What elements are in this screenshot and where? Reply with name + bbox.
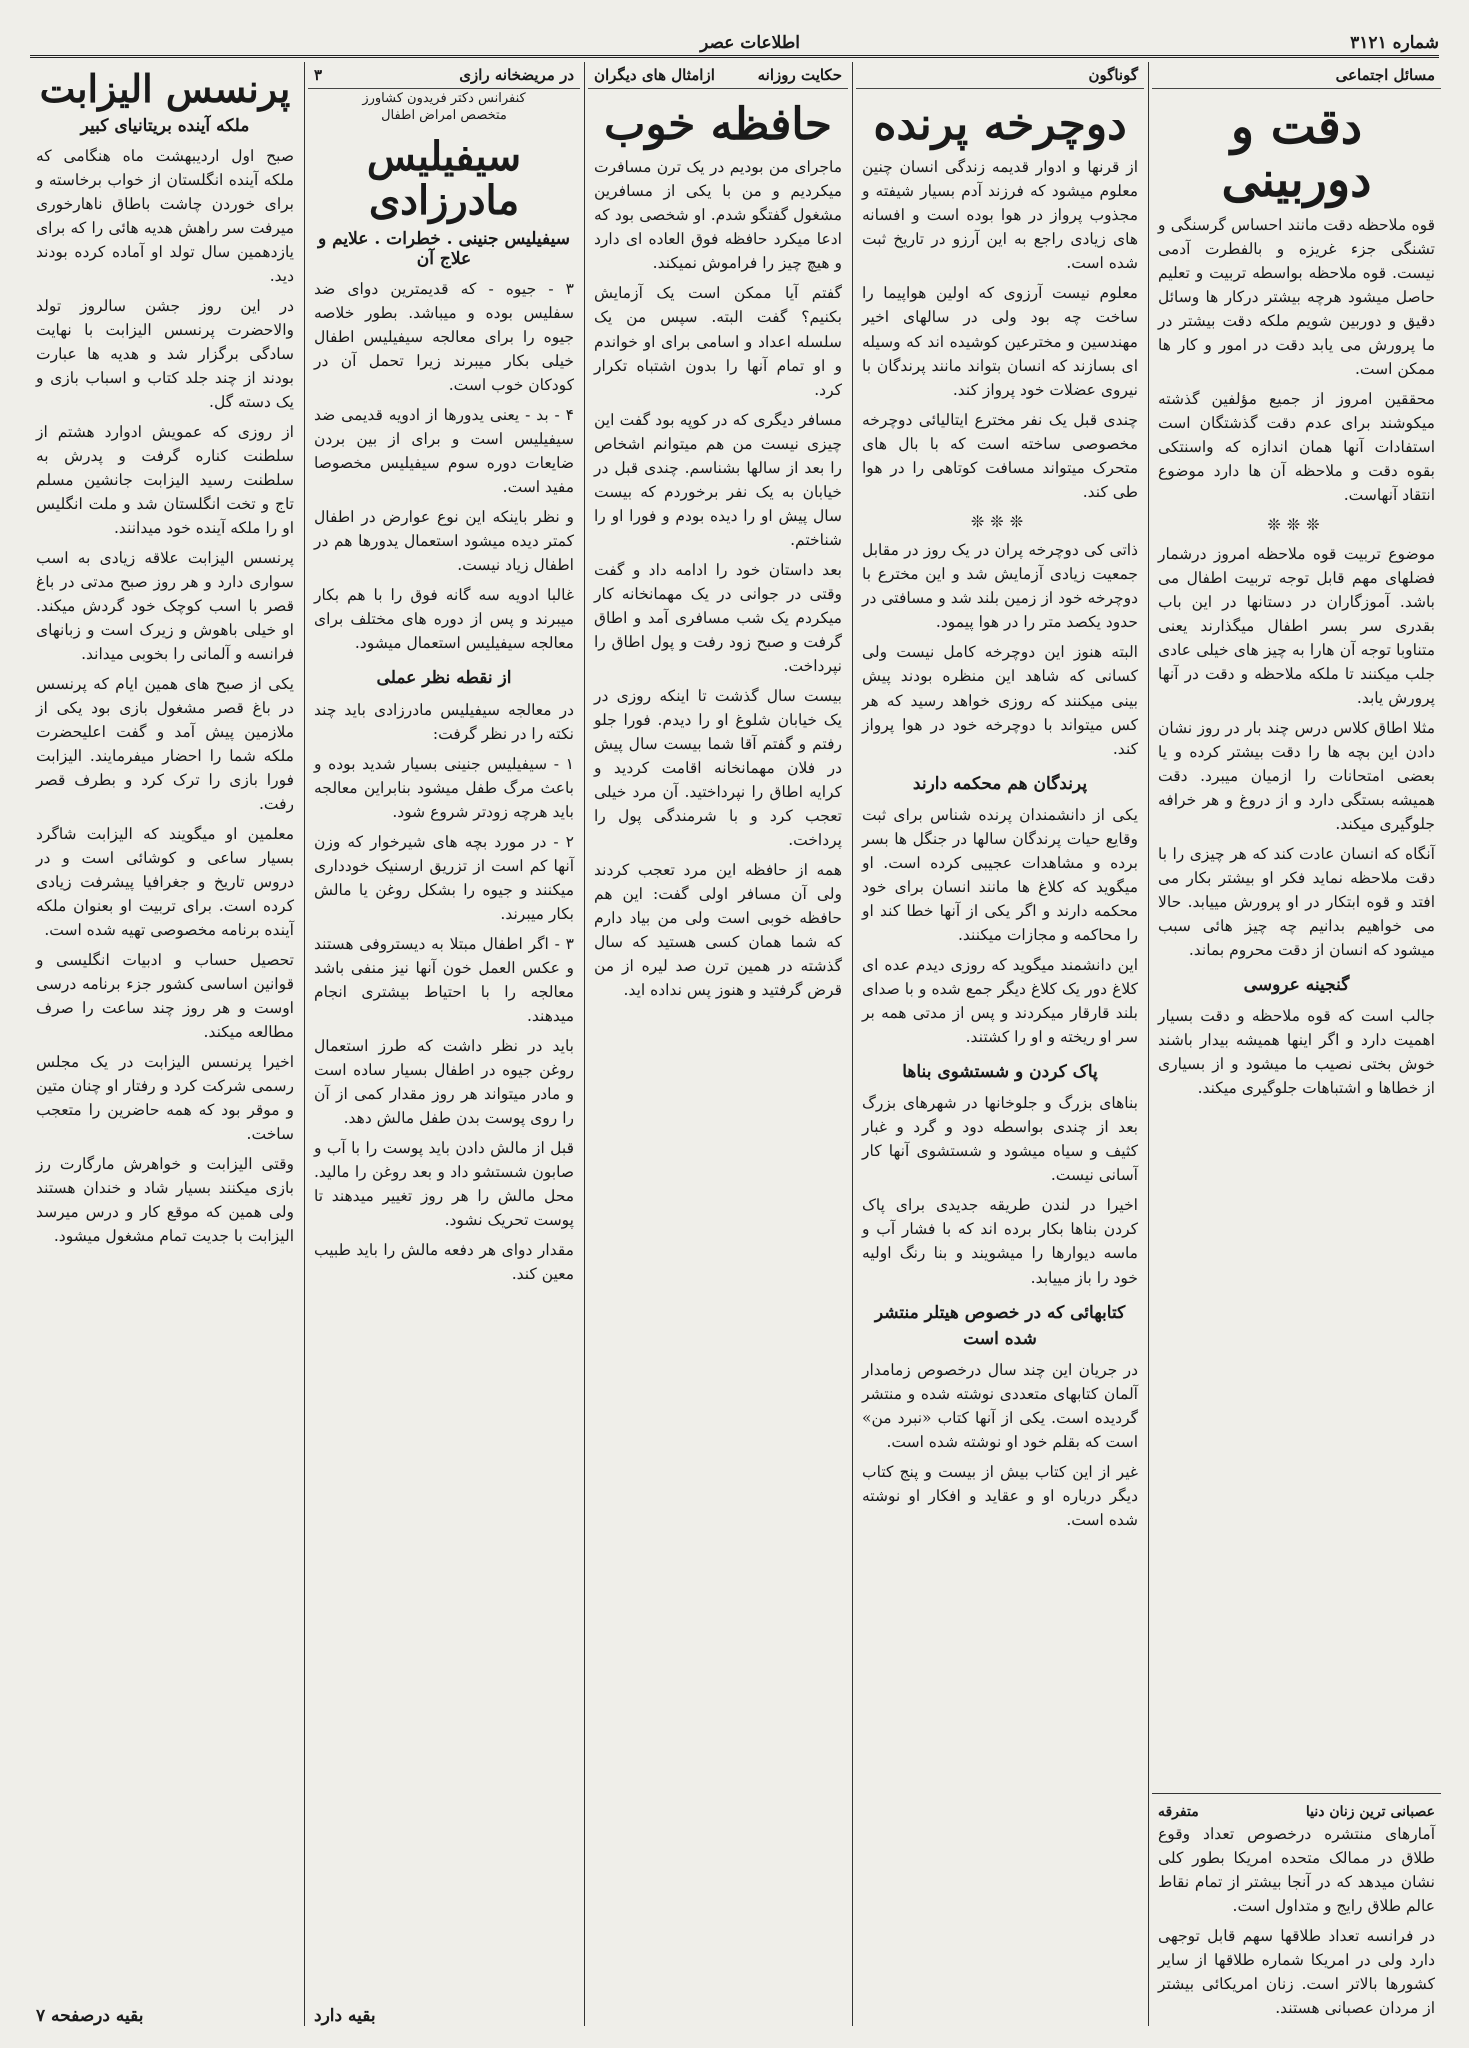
paragraph: تحصیل حساب و ادبیات انگلیسی و قوانین اساسی کشور جزء برنامه درسی اوست و هر روز چند ساعت را صرف مطالعه میکند. <box>36 951 294 1042</box>
headline: حافظه خوب <box>604 99 832 150</box>
column-rule <box>852 62 853 2026</box>
paragraph: یکی از صبح های همین ایام که پرنسس در باغ قصر مشغول بازی بود یکی از ملازمین پیش آمد و گفت اعلیحضرت ملکه شما را احضار میفرمایند. الیزابت فورا بازی را ترک کرد و بطرف قصر رفت. <box>36 675 294 814</box>
paragraph: یکی از دانشمندان پرنده شناس برای ثبت وقایع حیات پرندگان سالها در جنگل ها بسر برده و مشاهدات عجیبی کرده است. او میگوید که کلاغ ها مانند انسان برای خود محکمه دارند و اگر یکی از آنها خطا کند او را محاکمه و مجازات میکنند. <box>862 805 1138 944</box>
paragraph: موضوع تربیت قوه ملاحظه امروز درشمار فضلهای مهم قابل توجه تربیت اطفال می باشد. آموزگاران در دستانها در این باب بقدری سر بسر اطفال میگذارند یعنی متناوبا توجه آن هارا به چیز های خیلی عادی جلب میکنند تا ملکه ملاحظه و دقت در آنها پرورش یابد. <box>1158 544 1435 707</box>
paragraph: بعد داستان خود را ادامه داد و گفت وقتی در جوانی در یک مهمانخانه کار میکردم یک شب مسافری آمد و اطاق گرفت و صبح زود رفت و پول اطاق را نپرداخت. <box>594 560 842 675</box>
box-body <box>1152 1822 1441 2020</box>
byline: متخصص امراض اطفال <box>381 108 507 123</box>
article-body <box>30 144 300 1249</box>
paragraph: پرنسس الیزابت علاقه زیادی به اسب سواری دارد و هر روز صبح مدتی در باغ قصر با اسب کوچک خود گردش میکند. او خیلی باهوش و زیرک است و زبانهای فرانسه و آلمانی را بخوبی میداند. <box>36 549 294 664</box>
article-body <box>856 155 1144 1532</box>
continued-note: بقیه درصفحه ۷ <box>36 2006 144 2026</box>
section-kicker: گوناگون <box>856 62 1144 89</box>
paragraph: از روزی که عمویش ادوارد هشتم از سلطنت کناره گرفت و پدرش به سلطنت رسید الیزابت جانشین مسلم تاج و تخت انگلستان شد و ملت انگلیس او را ملکه آینده خود میدانند. <box>36 422 294 538</box>
paragraph: چندی قبل یک نفر مخترع ایتالیائی دوچرخه مخصوصی ساخته است که با بال های متحرک میتواند مسافت کوتاهی را در هوا طی کند. <box>862 410 1138 501</box>
kicker-left: ۳ <box>314 66 323 84</box>
section-heading: گنجینه عروسی <box>1243 974 1350 995</box>
stars-separator: ❊❊❊ <box>1267 514 1326 534</box>
paragraph: گفتم آیا ممکن است یک آزمایش بکنیم؟ گفت البته. سپس من یک سلسله اعداد و اسامی برای او خواندم و او تمام آنها را بدون اشتباه تکرار کرد. <box>594 284 842 399</box>
paragraph: در فرانسه تعداد طلاقها سهم قابل توجهی دارد ولی در امریکا شماره طلاقها از سایر کشورها بالاتر است. زنان امریکائی بیشتر از مردان عصبانی هستند. <box>1158 1926 1435 2017</box>
section-kicker <box>588 62 848 89</box>
paragraph: معلوم نیست آرزوی که اولین هواپیما را ساخت چه بود ولی در سالهای اخیر مهندسین و مخترعین کوشیده اند که وسیله ای بسازند که انسان بتواند مانند پرندگان با نیروی عضلات خود پرواز کند. <box>862 284 1138 399</box>
subheadline: سیفیلیس جنینی . خطرات . علایم و علاج آن <box>317 229 571 269</box>
paragraph: ۱ - سیفیلیس جنینی بسیار شدید بوده و باعث مرگ طفل میشود بنابراین معالجه باید هرچه زودتر شروع شود. <box>314 754 574 821</box>
headline: سیفیلیس مادرزادی <box>366 133 522 224</box>
headline: دقت و دوربینی <box>1221 99 1372 208</box>
continued-note: بقیه دارد <box>314 2006 376 2026</box>
box-header <box>1152 1802 1441 1822</box>
paragraph: مثلا اطاق کلاس درس چند بار در روز نشان دادن این بچه ها را دقت بیشتر کرده و یا بعضی امتحانات را ازمیان میبرد. دقت همیشه بستگی دارد و از دروغ و هر خرافه جلوگیری میکند. <box>1158 718 1435 833</box>
paragraph: آنگاه که انسان عادت کند که هر چیزی را با دقت ملاحظه نماید فکر او بیشتر بکار می افتد و قوه ابتکار در او پرورش مییابد. حالا می خواهیم بدانیم چه چیز هائی سبب میشود که انسان از دقت محروم بماند. <box>1158 844 1435 959</box>
kicker-left: ازامثال های دیگران <box>594 66 715 84</box>
article-body <box>588 155 848 1002</box>
paragraph: ۲ - در مورد بچه های شیرخوار که وزن آنها کم است از تزریق ارسنیک خودداری میکنند و جیوه را بشکل روغن یا مالش بکار میبرند. <box>314 832 574 923</box>
column-rule <box>1148 62 1149 2026</box>
paragraph: مقدار دوای هر دفعه مالش را باید طبیب معین کند. <box>314 1240 574 1283</box>
paragraph: ۴ - بد - یعنی یدورها از ادویه قدیمی ضد سیفیلیس است و برای از بین بردن ضایعات دوره سوم سیفیلیس مخصوصا مفید است. <box>314 406 574 497</box>
paragraph: ۳ - جیوه - که قدیمترین دوای ضد سفلیس بوده و میباشد. بطور خلاصه جیوه را برای معالجه سیفیلیس اطفال خیلی بکار میبرند زیرا تحمل آن در کودکان خوب است. <box>314 280 574 395</box>
paragraph: غالبا ادویه سه گانه فوق را با هم بکار میبرند و پس از دوره های مختلف برای معالجه سیفیلیس استعمال میشود. <box>314 586 574 653</box>
paragraph: ۳ - اگر اطفال مبتلا به دیستروفی هستند و عکس العمل خون آنها نیز منفی باشد معالجه را با احتیاط بیشتری انجام میدهند. <box>314 934 574 1025</box>
paragraph: قوه ملاحظه دقت مانند احساس گرسنگی و تشنگی جزء غریزه و بالفطرت آدمی نیست. قوه ملاحظه بواسطه تربیت و تعلیم حاصل میشود هرچه بیشتر درکار ها وسائل دقیق و دوربین شویم ملکه دقت بیشتر در ما پرورش می یابد دقت در امور و کار ها ممکن است. <box>1158 215 1435 378</box>
kicker-right: حکایت روزانه <box>757 66 842 84</box>
article-docharkhe-parande <box>856 62 1144 2026</box>
headline: پرنسس الیزابت <box>39 66 291 111</box>
column-rule <box>304 62 305 2026</box>
paragraph: این دانشمند میگوید که روزی دیدم عده ای کلاغ دور یک کلاغ دیگر جمع شده و با صدای بلند قارقار میکردند و پس از مدتی همه بر سر او ریخته و او را کشتند. <box>862 955 1138 1047</box>
section-heading: از نقطه نظر عملی <box>376 668 512 689</box>
subheadline: ملکه آینده بریتانیای کبیر <box>80 115 250 136</box>
paragraph: باید در نظر داشت که طرز استعمال روغن جیوه در اطفال بسیار ساده است و مادر میتواند هر روز مقدار کمی از آن را روی پوست بدن طفل مالش دهد. <box>314 1036 574 1127</box>
article-siphilis-madarzadi <box>308 62 580 2026</box>
paragraph: البته هنوز این دوچرخه کامل نیست ولی کسانی که شاهد این منظره بودند پیش بینی میکنند که روزی خواهد رسید که هر کس میتواند با دوچرخه خود در هوا پرواز کند. <box>862 643 1138 758</box>
paragraph: صبح اول اردیبهشت ماه هنگامی که ملکه آینده انگلستان از خواب برخاسته و برای خوردن چاشت باطاق ناهارخوری میرفت سر راهش هدیه هائی را که برای یازدهمین سال تولد او آماده کرده بودند دید. <box>36 146 294 285</box>
paragraph: ذاتی کی دوچرخه پران در یک روز در مقابل جمعیت زیادی آزمایش شد و این مخترع با دوچرخه خود از زمین بلند شد و مسافتی در حدود یکصد متر را در هوا پیمود. <box>862 541 1138 632</box>
paragraph: بناهای بزرگ و جلوخانها در شهرهای بزرگ بعد از چندی بواسطه دود و گرد و غبار کثیف و سیاه میشود و شستشوی آنها کار آسانی نیست. <box>862 1094 1138 1185</box>
paragraph: جالب است که قوه ملاحظه و دقت بسیار اهمیت دارد و اگر اینها همیشه بیدار باشند خوش بختی نصیب ما میشود و از بسیاری از خطاها و اشتباهات جلوگیری میکند. <box>1158 1007 1435 1098</box>
paragraph: اخیرا پرنسس الیزابت در یک مجلس رسمی شرکت کرد و رفتار او چنان متین و موقر بود که همه حاضرین را متعجب ساخت. <box>36 1053 294 1144</box>
article-hafeze-khoob <box>588 62 848 2026</box>
paragraph: از قرنها و ادوار قدیمه زندگی انسان چنین معلوم میشود که فرزند آدم بسیار شیفته و مجذوب پرواز در هوا بوده است و افسانه های زیادی راجع به این آرزو در تاریخ ثبت شده است. <box>862 158 1138 273</box>
article-princess-elizabeth <box>30 62 300 2026</box>
section-kicker: مسائل اجتماعی <box>1152 62 1441 89</box>
paragraph: همه از حافظه این مرد تعجب کردند ولی آن مسافر اولی گفت: این هم حافظه خوبی است ولی من بیاد دارم که شما همان کسی هستید که سال گذشته در همین ترن صد لیره از من قرض گرفتید و هنوز پس نداده اید. <box>594 860 842 999</box>
paragraph: در این روز جشن سالروز تولد والاحضرت پرنسس الیزابت با نهایت سادگی برگزار شد و هدیه ها عبارت بودند از چند جلد کتاب و اسباب بازی و یک دسته گل. <box>36 296 294 411</box>
paragraph: در معالجه سیفیلیس مادرزادی باید چند نکته را در نظر گرفت: <box>314 700 574 743</box>
section-heading: کتابهائی که در خصوص هیتلر منتشر شده است <box>874 1302 1126 1349</box>
paragraph: و نظر باینکه این نوع عوارض در اطفال کمتر دیده میشود استعمال یدورها هم در اطفال زیاد نیست. <box>314 508 574 575</box>
article-body <box>308 277 580 1286</box>
paragraph: اخیرا در لندن طریقه جدیدی برای پاک کردن بناها بکار برده اند که با فشار آب و ماسه دیوارها را میشویند و بنا رنگ اولیه خود را باز مییابد. <box>862 1196 1138 1287</box>
paragraph: غیر از این کتاب بیش از بیست و پنج کتاب دیگر درباره او و عقاید و افکار او نوشته شده است. <box>862 1463 1138 1530</box>
paragraph: قبل از مالش دادن باید پوست را با آب و صابون شستشو داد و بعد روغن را مالید. محل مالش را هر روز تغییر میدهند تا پوست تحریک نشود. <box>314 1138 574 1229</box>
section-heading: پاک کردن و شستشوی بناها <box>902 1062 1098 1083</box>
box-title: عصبانی ترین زنان دنیا <box>1305 1803 1435 1820</box>
stars-separator: ❊❊❊ <box>970 511 1030 531</box>
section-heading: پرندگان هم محکمه دارند <box>912 773 1088 794</box>
article-daghat-va-doorbini <box>1152 62 1441 2026</box>
headline: دوچرخه پرنده <box>873 99 1127 150</box>
paper-name: اطلاعات عصر <box>700 33 801 53</box>
paragraph: وقتی الیزابت و خواهرش مارگارت رز بازی میکنند بسیار شاد و خندان هستند ولی همین که موقع کار و درس میرسد الیزابت با جدیت تمام مشغول میشود. <box>36 1155 294 1246</box>
section-kicker <box>308 62 580 89</box>
byline: کنفرانس دکتر فریدون کشاورز <box>362 91 526 106</box>
column-rule <box>584 62 585 2026</box>
masthead <box>30 32 1439 54</box>
paragraph: در جریان این چند سال درخصوص زمامدار آلمان کتابهای متعددی نوشته شده و منتشر گردیده است. یکی از آنها کتاب «نبرد من» است که بقلم خود او نوشته شده است. <box>862 1361 1138 1452</box>
paragraph: محققین امروز از جمیع مؤلفین گذشته میکوشند برای عدم دقت گذشتگان است استفادات آنها همان اندازه که واسنتکی بقوه دقت و ملاحظه آن ها دارد موضوع انتقاد آنهاست. <box>1158 389 1435 504</box>
paragraph: ماجرای من بودیم در یک ترن مسافرت میکردیم و من با یکی از مسافرین مشغول گفتگو شدم. او شخصی بود که ادعا میکرد حافظه فوق العاده ای دارد و هیچ چیز را فراموش نمیکند. <box>594 158 842 273</box>
box-article <box>1152 1785 1441 2026</box>
kicker-right: در مریضخانه رازی <box>459 66 574 84</box>
issue-number: شماره ۳۱۲۱ <box>1350 33 1439 53</box>
article-body <box>1152 213 1441 1101</box>
box-ref: متفرقه <box>1158 1803 1199 1820</box>
paragraph: مسافر دیگری که در کوپه بود گفت این چیزی نیست من هم میتوانم اشخاص را بعد از سالها بشناسم. چندی قبل در خیابان به یک نفر برخوردم که بیست سال پیش او را دیده بودم و فورا او را شناختم. <box>594 410 842 549</box>
paragraph: معلمین او میگویند که الیزابت شاگرد بسیار ساعی و کوشائی است و در دروس تاریخ و جغرافیا پیشرفت زیادی کرده است. برای تربیت او بعنوان ملکه آینده برنامه مخصوصی تهیه شده است. <box>36 825 294 940</box>
paragraph: بیست سال گذشت تا اینکه روزی در یک خیابان شلوغ او را دیدم. فورا جلو رفتم و گفتم آقا شما بیست سال پیش در فلان مهمانخانه اقامت کردید و کرایه اطاق را نپرداختید. آن مرد خیلی تعجب کرد و با شرمندگی پول را پرداخت. <box>594 686 842 849</box>
paragraph: آمارهای منتشره درخصوص تعداد وقوع طلاق در ممالک متحده امریکا بطور کلی نشان میدهد که در آنجا بیشتر از تمام نقاط عالم طلاق رایج و متداول است. <box>1158 1824 1435 1915</box>
